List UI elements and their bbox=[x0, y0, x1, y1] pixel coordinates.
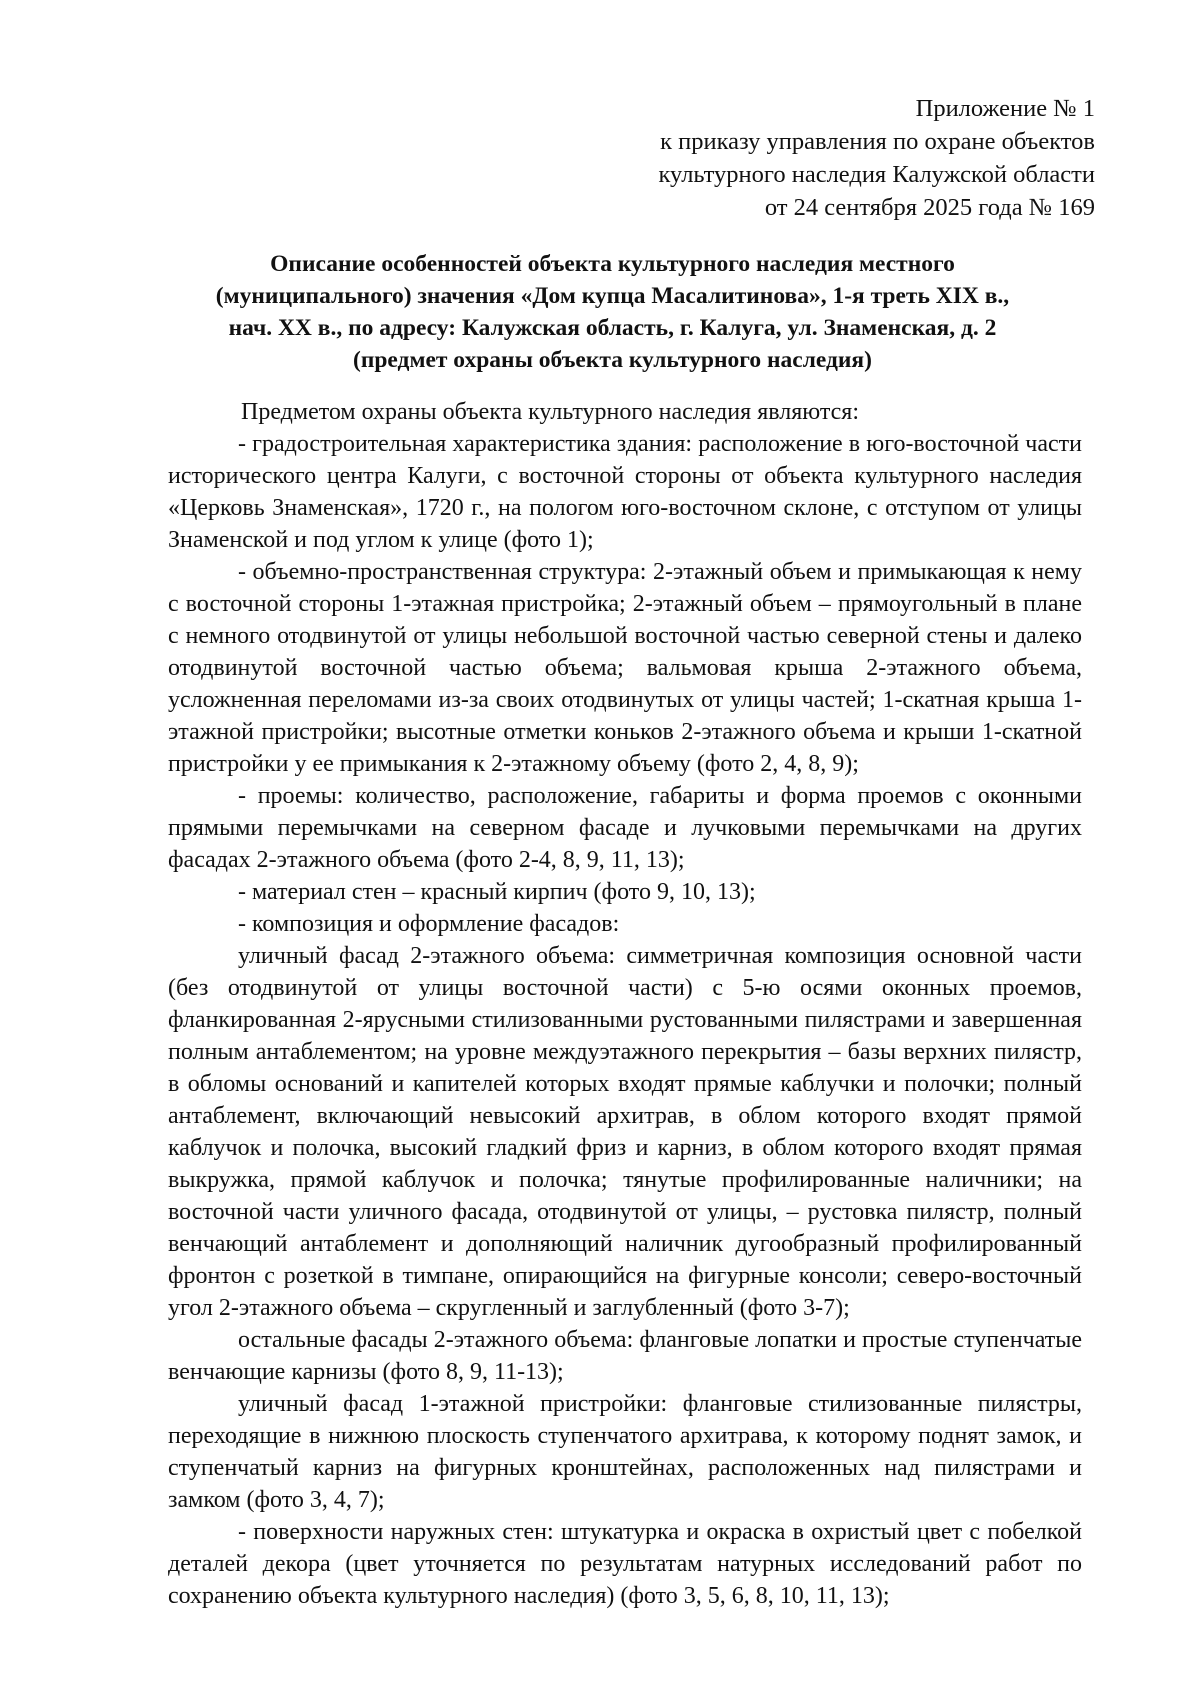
paragraph-other-facades: остальные фасады 2-этажного объема: фланговые лопатки и простые ступенчатые венчающие карнизы (фото 8, 9, 11-13); bbox=[168, 1327, 1082, 1385]
title-line-3: нач. XX в., по адресу: Калужская область, г. Калуга, ул. Знаменская, д. 2 bbox=[228, 315, 997, 341]
title-line-1: Описание особенностей объекта культурного наследия местного bbox=[270, 251, 955, 277]
paragraph-intro: Предметом охраны объекта культурного наследия являются: bbox=[241, 399, 860, 425]
title-line-4: (предмет охраны объекта культурного наследия) bbox=[353, 347, 872, 373]
appendix-authority-line: культурного наследия Калужской области bbox=[658, 161, 1095, 188]
paragraph-volume-structure: - объемно-пространственная структура: 2-этажный объем и примыкающая к нему с восточной стороны 1-этажная пристройка; 2-этажный объем – прямоугольный в плане с немного отодвинутой от улицы небольшой восточной частью северной стены и далеко отодвинутой восточной частью объема; вальмовая крыша 2-этажного объема, усложненная переломами из-за своих отодвинутых от улицы частей; 1-скатная крыша 1-этажной пристройки; высотные отметки коньков 2-этажного объема и крыши 1-скатной пристройки у ее примыкания к 2-этажному объему (фото 2, 4, 8, 9); bbox=[168, 559, 1082, 777]
paragraph-wall-material: - материал стен – красный кирпич (фото 9, 10, 13); bbox=[238, 879, 756, 905]
paragraph-street-facade-2-storey: уличный фасад 2-этажного объема: симметричная композиция основной части (без отодвинутой от улицы восточной части) с 5-ю осями оконных проемов, фланкированная 2-ярусными стилизованными рустованными пилястрами и завершенная полным антаблементом; на уровне междуэтажного перекрытия – базы верхних пилястр, в обломы оснований и капителей которых входят прямые каблучки и полочки; полный антаблемент, включающий невысокий архитрав, в облом которого входят прямой каблучок и полочка, высокий гладкий фриз и карниз, в облом которого входят прямая выкружка, прямой каблучок и полочка; тянутые профилированные наличники; на восточной части уличного фасада, отодвинутой от улицы, – рустовка пилястр, полный венчающий антаблемент и дополняющий наличник дугообразный профилированный фронтон с розеткой в тимпане, опирающийся на фигурные консоли; северо-восточный угол 2-этажного объема – скругленный и заглубленный (фото 3-7); bbox=[168, 943, 1082, 1321]
document-title bbox=[150, 248, 1075, 376]
paragraph-openings: - проемы: количество, расположение, габариты и форма проемов с оконными прямыми перемычками на северном фасаде и лучковыми перемычками на других фасадах 2-этажного объема (фото 2-4, 8, 9, 11, 13); bbox=[168, 783, 1082, 873]
appendix-number: Приложение № 1 bbox=[915, 95, 1095, 122]
paragraph-wall-surfaces: - поверхности наружных стен: штукатурка и окраска в охристый цвет с побелкой деталей декора (цвет уточняется по результатам натурных исследований работ по сохранению объекта культурного наследия) (фото 3, 5, 6, 8, 10, 11, 13); bbox=[168, 1519, 1082, 1609]
paragraph-facade-composition: - композиция и оформление фасадов: bbox=[238, 911, 620, 937]
document-body bbox=[168, 396, 1082, 1612]
paragraph-street-facade-annex: уличный фасад 1-этажной пристройки: фланговые стилизованные пилястры, переходящие в нижнюю плоскость ступенчатого архитрава, к которому поднят замок, и ступенчатый карниз на фигурных кронштейнах, расположенных над пилястрами и замком (фото 3, 4, 7); bbox=[168, 1391, 1082, 1513]
appendix-order-line: к приказу управления по охране объектов bbox=[660, 128, 1095, 155]
title-line-2: (муниципального) значения «Дом купца Масалитинова», 1-я треть XIX в., bbox=[215, 283, 1010, 309]
appendix-header bbox=[535, 92, 1095, 224]
appendix-date-line: от 24 сентября 2025 года № 169 bbox=[764, 194, 1095, 221]
paragraph-urban-planning: - градостроительная характеристика здания: расположение в юго-восточной части исторического центра Калуги, с восточной стороны от объекта культурного наследия «Церковь Знаменская», 1720 г., на пологом юго-восточном склоне, с отступом от улицы Знаменской и под углом к улице (фото 1); bbox=[168, 431, 1082, 553]
